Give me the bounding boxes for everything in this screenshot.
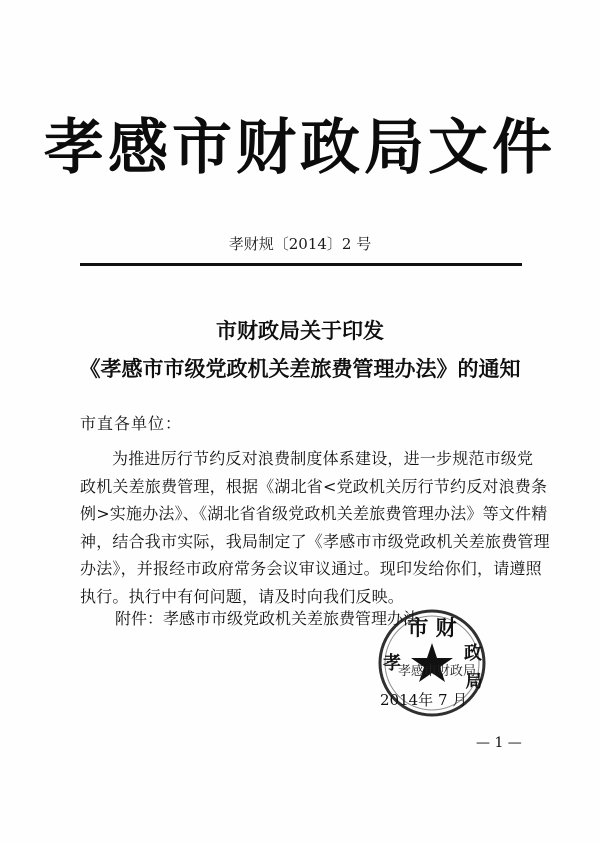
body-line: 办法》，并报经市政府常务会议审议通过。现印发给你们，请遵照 xyxy=(80,559,542,579)
salutation: 市直各单位： xyxy=(80,414,183,433)
notice-title-line-2: 《孝感市市级党政机关差旅费管理办法》的通知 xyxy=(79,356,521,381)
svg-text:市 财: 市 财 xyxy=(407,615,457,640)
document-header: 孝感市财政局文件 xyxy=(44,113,556,183)
svg-text:局: 局 xyxy=(465,672,483,692)
issue-date: 2014年 7 月 xyxy=(380,691,468,709)
body-line: 执行。执行中有何问题，请及时向我们反映。 xyxy=(80,586,405,606)
issuer-signature: 孝感市财政局 xyxy=(398,664,477,679)
header-divider xyxy=(80,263,522,266)
svg-text:政: 政 xyxy=(464,643,482,664)
body-paragraph xyxy=(80,445,550,611)
body-line: 神，结合我市实际，我局制定了《孝感市市级党政机关差旅费管理 xyxy=(80,531,550,551)
page-number: — 1 — xyxy=(476,735,522,751)
body-line: 例>实施办法》、《湖北省省级党政机关差旅费管理办法》等文件精 xyxy=(80,504,548,524)
attachment-note: 附件：孝感市市级党政机关差旅费管理办法 xyxy=(115,609,420,628)
document-number: 孝财规〔2014〕2 号 xyxy=(228,235,372,253)
body-line: 为推进厉行节约反对浪费制度体系建设，进一步规范市级党 xyxy=(112,449,534,468)
svg-text:孝: 孝 xyxy=(383,653,401,674)
notice-title-line-1: 市财政局关于印发 xyxy=(216,318,384,343)
body-line: 政机关差旅费管理，根据《湖北省<党政机关厉行节约反对浪费条 xyxy=(80,476,548,496)
